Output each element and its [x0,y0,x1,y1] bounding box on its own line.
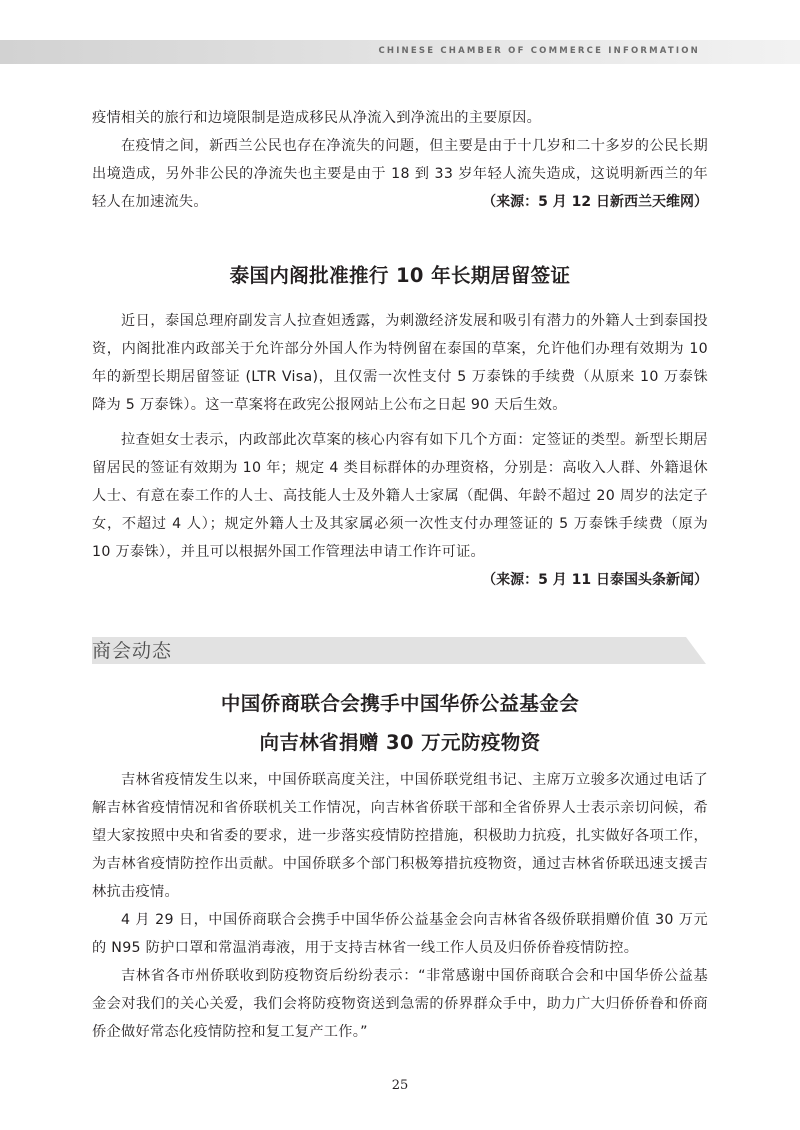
section-label: 商会动态 [92,640,173,662]
article3-paragraph-3: 吉林省各市州侨联收到防疫物资后纷纷表示：“非常感谢中国侨商联合会和中国华侨公益基金会对我们的关心关爱，我们会将防疫物资送到急需的侨界群众手中，助力广大归侨侨眷和侨商侨企做好常态化疫情防控和复工复产工作。” [92,968,708,1040]
article1-source: （来源：5 月 12 日新西兰天维网） [482,194,708,210]
article1-paragraph-2: 在疫情之间，新西兰公民也存在净流失的问题，但主要是由于十几岁和二十多岁的公民长期出境造成，另外非公民的净流失也主要是由于 18 到 33 岁年轻人流失造成，这说明新西兰的年轻人在加速流失。 [92,138,708,210]
publication-header: CHINESE CHAMBER OF COMMERCE INFORMATION [378,46,700,56]
article3-title-line-1: 中国侨商联合会携手中国华侨公益基金会 [220,692,580,715]
page-number: 25 [391,1078,409,1093]
section-bar [92,637,706,664]
article2-title: 泰国内阁批准推行 10 年长期居留签证 [229,264,571,287]
article3-paragraph-1: 吉林省疫情发生以来，中国侨联高度关注，中国侨联党组书记、主席万立骏多次通过电话了解吉林省疫情情况和省侨联机关工作情况，向吉林省侨联干部和全省侨界人士表示亲切问候，希望大家按照中央和省委的要求，进一步落实疫情防控措施，积极助力抗疫，扎实做好各项工作，为吉林省疫情防控作出贡献。中国侨联多个部门积极筹措抗疫物资，通过吉林省侨联迅速支援吉林抗击疫情。 [92,772,708,900]
article2-paragraph-1: 近日，泰国总理府副发言人拉查妲透露，为刺激经济发展和吸引有潜力的外籍人士到泰国投资，内阁批准内政部关于允许部分外国人作为特例留在泰国的草案，允许他们办理有效期为 10 年的新型长期居留签证 (LTR Visa)，且仅需一次性支付 5 万泰铢的手续费（从原来 10 万泰铢降为 5 万泰铢）。这一草案将在政宪公报网站上公布之日起 90 天后生效。 [92,313,708,413]
article3-paragraph-2: 4 月 29 日，中国侨商联合会携手中国华侨公益基金会向吉林省各级侨联捐赠价值 30 万元的 N95 防护口罩和常温消毒液，用于支持吉林省一线工作人员及归侨侨眷疫情防控。 [92,912,708,956]
article1-paragraph-1: 疫情相关的旅行和边境限制是造成移民从净流入到净流出的主要原因。 [92,110,542,126]
article2-paragraph-2: 拉查妲女士表示，内政部此次草案的核心内容有如下几个方面：定签证的类型。新型长期居留居民的签证有效期为 10 年；规定 4 类目标群体的办理资格，分别是：高收入人群、外籍退休人士、有意在泰工作的人士、高技能人士及外籍人士家属（配偶、年龄不超过 20 周岁的法定子女，不超过 4 人）；规定外籍人士及其家属必须一次性支付办理签证的 5 万泰铢手续费（原为 10 万泰铢），并且可以根据外国工作管理法申请工作许可证。 [92,432,708,560]
article3-title-line-2: 向吉林省捐赠 30 万元防疫物资 [259,731,541,754]
article2-source: （来源：5 月 11 日泰国头条新闻） [482,572,708,588]
